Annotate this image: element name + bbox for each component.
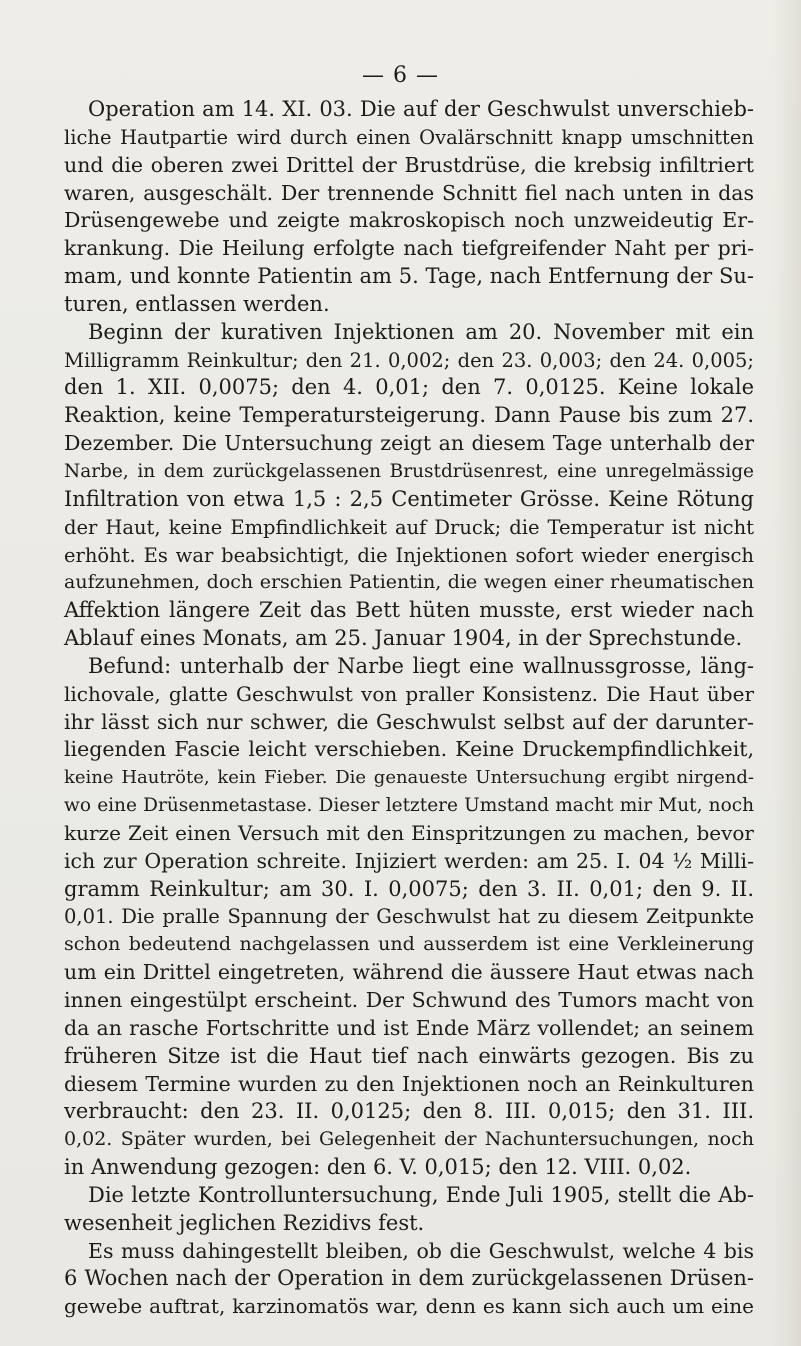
text-line: da an rasche Fortschritte und ist Ende März vollendet; an seinem: [64, 1015, 754, 1040]
text-line: Drüsengewebe und zeigte makroskopisch noch unzweideutig Er-: [64, 208, 754, 233]
text-line: der Haut, keine Empfindlichkeit auf Druck; die Temperatur ist nicht: [64, 515, 754, 539]
text-line: innen eingestülpt erscheint. Der Schwund des Tumors macht von: [64, 988, 754, 1012]
text-line: waren, ausgeschält. Der trennende Schnitt fiel nach unten in das: [64, 180, 754, 205]
text-line: 6 Wochen nach der Operation in dem zurückgelassenen Drüsen-: [64, 1266, 754, 1291]
text-line: Operation am 14. XI. 03. Die auf der Geschwulst unverschieb-: [88, 97, 754, 121]
page-edge-shadow: [773, 0, 801, 1346]
body-text: [64, 96, 754, 1321]
text-line: Reaktion, keine Temperatursteigerung. Dann Pause bis zum 27.: [64, 403, 754, 428]
page-number-header: — 6 —: [362, 63, 439, 88]
text-line: lichovale, glatte Geschwulst von praller Konsistenz. Die Haut über: [64, 681, 754, 706]
text-line: liegenden Fascie leicht verschieben. Keine Druckempfindlichkeit,: [64, 737, 754, 762]
text-line: Infiltration von etwa 1,5 : 2,5 Centimeter Grösse. Keine Rötung: [64, 486, 754, 511]
text-line: um ein Drittel eingetreten, während die äussere Haut etwas nach: [64, 960, 754, 985]
text-line: mam, und konnte Patientin am 5. Tage, nach Entfernung der Su-: [64, 264, 754, 289]
text-line: aufzunehmen, doch erschien Patientin, die wegen einer rheumatischen: [64, 571, 754, 594]
text-line: Narbe, in dem zurückgelassenen Brustdrüsenrest, eine unregelmässige: [64, 460, 754, 482]
text-line: und die oberen zwei Drittel der Brustdrüse, die krebsig infiltriert: [64, 152, 754, 177]
text-line: Milligramm Reinkultur; den 21. 0,002; den 23. 0,003; den 24. 0,005;: [64, 348, 754, 372]
text-line: Es muss dahingestellt bleiben, ob die Geschwulst, welche 4 bis: [88, 1238, 754, 1263]
text-line: wesenheit jeglichen Rezidivs fest.: [64, 1210, 425, 1235]
text-line: in Anwendung gezogen: den 6. V. 0,015; den 12. VIII. 0,02.: [64, 1155, 692, 1180]
text-line: früheren Sitze ist die Haut tief nach einwärts gezogen. Bis zu: [64, 1043, 754, 1068]
text-line: krankung. Die Heilung erfolgte nach tiefgreifender Naht per pri-: [64, 236, 754, 261]
text-line: wo eine Drüsenmetastase. Dieser letztere Umstand macht mir Mut, noch: [64, 795, 754, 817]
text-line: verbraucht: den 23. II. 0,0125; den 8. III. 0,015; den 31. III.: [64, 1099, 754, 1124]
text-line: Befund: unterhalb der Narbe liegt eine wallnussgrosse, läng-: [88, 653, 754, 678]
text-line: kurze Zeit einen Versuch mit den Einspritzungen zu machen, bevor: [64, 820, 754, 845]
text-line: diesem Termine wurden zu den Injektionen noch an Reinkulturen: [64, 1071, 754, 1096]
text-line: keine Hautröte, kein Fieber. Die genaueste Untersuchung ergibt nirgend-: [64, 767, 754, 789]
text-line: Dezember. Die Untersuchung zeigt an diesem Tage unterhalb der: [64, 431, 754, 456]
text-line: 0,02. Später wurden, bei Gelegenheit der Nachuntersuchungen, noch: [64, 1128, 754, 1151]
text-line: ihr lässt sich nur schwer, die Geschwulst selbst auf der darunter-: [64, 709, 754, 734]
text-line: ich zur Operation schreite. Injiziert werden: am 25. I. 04 ½ Milli-: [64, 848, 754, 873]
text-line: Beginn der kurativen Injektionen am 20. November mit ein: [88, 319, 754, 344]
text-line: Affektion längere Zeit das Bett hüten musste, erst wieder nach: [64, 598, 754, 623]
text-line: erhöht. Es war beabsichtigt, die Injektionen sofort wieder energisch: [64, 543, 754, 567]
text-line: gewebe auftrat, karzinomatös war, denn es kann sich auch um eine: [64, 1294, 754, 1319]
text-line: turen, entlassen werden.: [64, 291, 330, 316]
text-line: liche Hautpartie wird durch einen Ovalärschnitt knapp umschnitten: [64, 125, 754, 149]
text-line: 0,01. Die pralle Spannung der Geschwulst hat zu diesem Zeitpunkte: [64, 905, 754, 929]
text-line: den 1. XII. 0,0075; den 4. 0,01; den 7. 0,0125. Keine lokale: [64, 375, 754, 400]
text-line: gramm Reinkultur; am 30. I. 0,0075; den 3. II. 0,01; den 9. II.: [64, 876, 754, 901]
text-line: Die letzte Kontrolluntersuchung, Ende Juli 1905, stellt die Ab-: [88, 1182, 754, 1207]
text-line: Ablauf eines Monats, am 25. Januar 1904, in der Sprechstunde.: [64, 626, 743, 651]
text-line: schon bedeutend nachgelassen und ausserdem ist eine Verkleinerung: [64, 933, 754, 956]
